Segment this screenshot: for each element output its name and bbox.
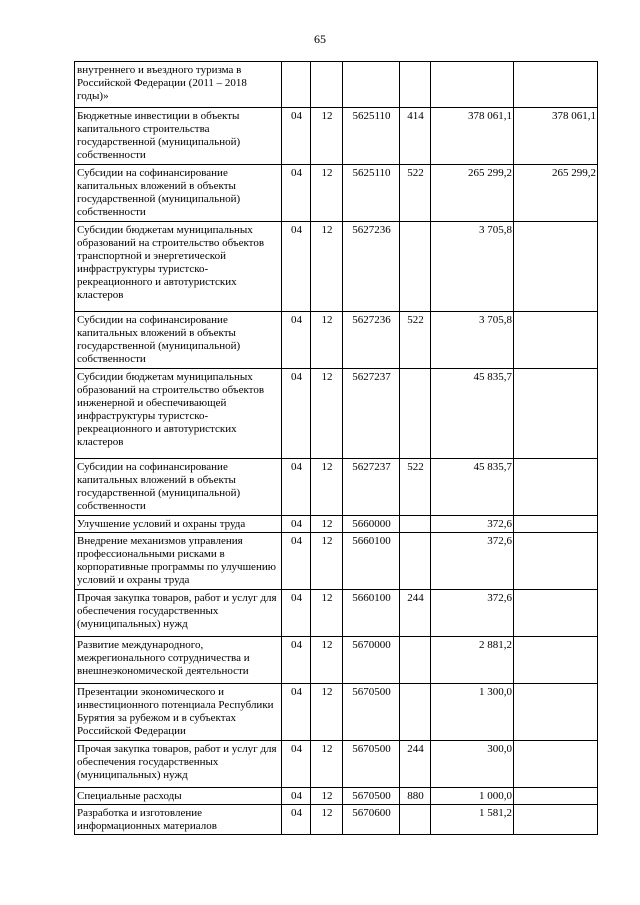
amount-federal-cell: [514, 459, 598, 516]
expense-type-cell: 244: [400, 590, 431, 637]
subsection-code-cell: 12: [311, 637, 343, 684]
target-article-cell: 5670500: [343, 684, 400, 741]
target-article-cell: 5627237: [343, 369, 400, 459]
subsection-code-cell: 12: [311, 312, 343, 369]
subsection-code-cell: 12: [311, 222, 343, 312]
expense-type-cell: [400, 684, 431, 741]
expense-name-cell: Развитие международного, межрегионального сотрудничества и внешнеэкономической деятельности: [75, 637, 282, 684]
section-code-cell: 04: [282, 312, 311, 369]
expense-name-cell: Субсидии на софинансирование капитальных вложений в объекты государственной (муниципальной) собственности: [75, 165, 282, 222]
subsection-code-cell: 12: [311, 165, 343, 222]
table-row: [75, 590, 598, 637]
amount-cell: 378 061,1: [431, 108, 514, 165]
amount-cell: 300,0: [431, 741, 514, 788]
amount-federal-cell: [514, 369, 598, 459]
expense-name-cell: Субсидии бюджетам муниципальных образований на строительство объектов инженерной и обеспечивающей инфраструктуры туристско-рекреационного и автотуристских кластеров: [75, 369, 282, 459]
expense-name-cell: внутреннего и въездного туризма в Российской Федерации (2011 – 2018 годы)»: [75, 62, 282, 108]
amount-federal-cell: [514, 805, 598, 835]
amount-cell: 1 581,2: [431, 805, 514, 835]
target-article-cell: [343, 62, 400, 108]
section-code-cell: 04: [282, 684, 311, 741]
table-row: [75, 637, 598, 684]
expense-type-cell: 522: [400, 312, 431, 369]
amount-federal-cell: [514, 222, 598, 312]
amount-cell: 1 000,0: [431, 788, 514, 805]
expense-type-cell: [400, 222, 431, 312]
table-row: [75, 369, 598, 459]
expense-type-cell: 522: [400, 165, 431, 222]
section-code-cell: 04: [282, 805, 311, 835]
section-code-cell: 04: [282, 459, 311, 516]
expense-name-cell: Внедрение механизмов управления профессиональными рисками в корпоративные программы по улучшению условий и охраны труда: [75, 533, 282, 590]
table-row: [75, 805, 598, 835]
amount-federal-cell: [514, 533, 598, 590]
expense-name-cell: Субсидии бюджетам муниципальных образований на строительство объектов транспортной и энергетической инфраструктуры туристско-рекреационного и автотуристских кластеров: [75, 222, 282, 312]
amount-cell: 372,6: [431, 516, 514, 533]
table-row: [75, 312, 598, 369]
target-article-cell: 5660100: [343, 533, 400, 590]
amount-cell: 3 705,8: [431, 222, 514, 312]
target-article-cell: 5660100: [343, 590, 400, 637]
table-row: [75, 788, 598, 805]
expense-type-cell: [400, 805, 431, 835]
section-code-cell: 04: [282, 533, 311, 590]
section-code-cell: [282, 62, 311, 108]
table-row: [75, 222, 598, 312]
page-number: 65: [314, 32, 326, 46]
target-article-cell: 5627236: [343, 222, 400, 312]
target-article-cell: 5670600: [343, 805, 400, 835]
table-row: [75, 684, 598, 741]
budget-table: [74, 61, 598, 835]
expense-name-cell: Презентации экономического и инвестиционного потенциала Республики Бурятия за рубежом и в субъектах Российской Федерации: [75, 684, 282, 741]
subsection-code-cell: 12: [311, 369, 343, 459]
section-code-cell: 04: [282, 788, 311, 805]
table-row: [75, 62, 598, 108]
expense-name-cell: Улучшение условий и охраны труда: [75, 516, 282, 533]
target-article-cell: 5625110: [343, 108, 400, 165]
expense-type-cell: [400, 637, 431, 684]
subsection-code-cell: 12: [311, 805, 343, 835]
expense-name-cell: Бюджетные инвестиции в объекты капитального строительства государственной (муниципальной) собственности: [75, 108, 282, 165]
section-code-cell: 04: [282, 108, 311, 165]
amount-cell: 372,6: [431, 533, 514, 590]
amount-federal-cell: [514, 637, 598, 684]
expense-type-cell: [400, 533, 431, 590]
section-code-cell: 04: [282, 222, 311, 312]
subsection-code-cell: 12: [311, 590, 343, 637]
section-code-cell: 04: [282, 516, 311, 533]
expense-name-cell: Прочая закупка товаров, работ и услуг для обеспечения государственных (муниципальных) нужд: [75, 590, 282, 637]
expense-name-cell: Субсидии на софинансирование капитальных вложений в объекты государственной (муниципальной) собственности: [75, 312, 282, 369]
table-row: [75, 165, 598, 222]
amount-federal-cell: [514, 684, 598, 741]
amount-federal-cell: 378 061,1: [514, 108, 598, 165]
table-row: [75, 516, 598, 533]
target-article-cell: 5660000: [343, 516, 400, 533]
expense-name-cell: Разработка и изготовление информационных материалов: [75, 805, 282, 835]
target-article-cell: 5670500: [343, 741, 400, 788]
section-code-cell: 04: [282, 369, 311, 459]
table-row: [75, 533, 598, 590]
amount-cell: 3 705,8: [431, 312, 514, 369]
section-code-cell: 04: [282, 741, 311, 788]
section-code-cell: 04: [282, 165, 311, 222]
amount-federal-cell: [514, 590, 598, 637]
table-row: [75, 459, 598, 516]
subsection-code-cell: 12: [311, 533, 343, 590]
expense-type-cell: 414: [400, 108, 431, 165]
target-article-cell: 5627237: [343, 459, 400, 516]
expense-type-cell: 522: [400, 459, 431, 516]
subsection-code-cell: 12: [311, 684, 343, 741]
subsection-code-cell: 12: [311, 516, 343, 533]
amount-cell: 1 300,0: [431, 684, 514, 741]
amount-federal-cell: [514, 788, 598, 805]
subsection-code-cell: 12: [311, 741, 343, 788]
table-row: [75, 108, 598, 165]
section-code-cell: 04: [282, 590, 311, 637]
table-row: [75, 741, 598, 788]
table-body: [75, 62, 598, 835]
subsection-code-cell: 12: [311, 459, 343, 516]
subsection-code-cell: 12: [311, 788, 343, 805]
target-article-cell: 5625110: [343, 165, 400, 222]
amount-cell: 265 299,2: [431, 165, 514, 222]
expense-name-cell: Специальные расходы: [75, 788, 282, 805]
amount-federal-cell: [514, 516, 598, 533]
amount-federal-cell: [514, 62, 598, 108]
target-article-cell: 5627236: [343, 312, 400, 369]
amount-federal-cell: [514, 312, 598, 369]
expense-type-cell: [400, 369, 431, 459]
expense-name-cell: Прочая закупка товаров, работ и услуг для обеспечения государственных (муниципальных) нужд: [75, 741, 282, 788]
subsection-code-cell: [311, 62, 343, 108]
amount-federal-cell: 265 299,2: [514, 165, 598, 222]
expense-type-cell: [400, 516, 431, 533]
amount-cell: 45 835,7: [431, 369, 514, 459]
amount-cell: [431, 62, 514, 108]
subsection-code-cell: 12: [311, 108, 343, 165]
amount-federal-cell: [514, 741, 598, 788]
expense-type-cell: 880: [400, 788, 431, 805]
expense-name-cell: Субсидии на софинансирование капитальных вложений в объекты государственной (муниципальной) собственности: [75, 459, 282, 516]
amount-cell: 2 881,2: [431, 637, 514, 684]
amount-cell: 45 835,7: [431, 459, 514, 516]
target-article-cell: 5670500: [343, 788, 400, 805]
expense-type-cell: 244: [400, 741, 431, 788]
target-article-cell: 5670000: [343, 637, 400, 684]
expense-type-cell: [400, 62, 431, 108]
section-code-cell: 04: [282, 637, 311, 684]
amount-cell: 372,6: [431, 590, 514, 637]
